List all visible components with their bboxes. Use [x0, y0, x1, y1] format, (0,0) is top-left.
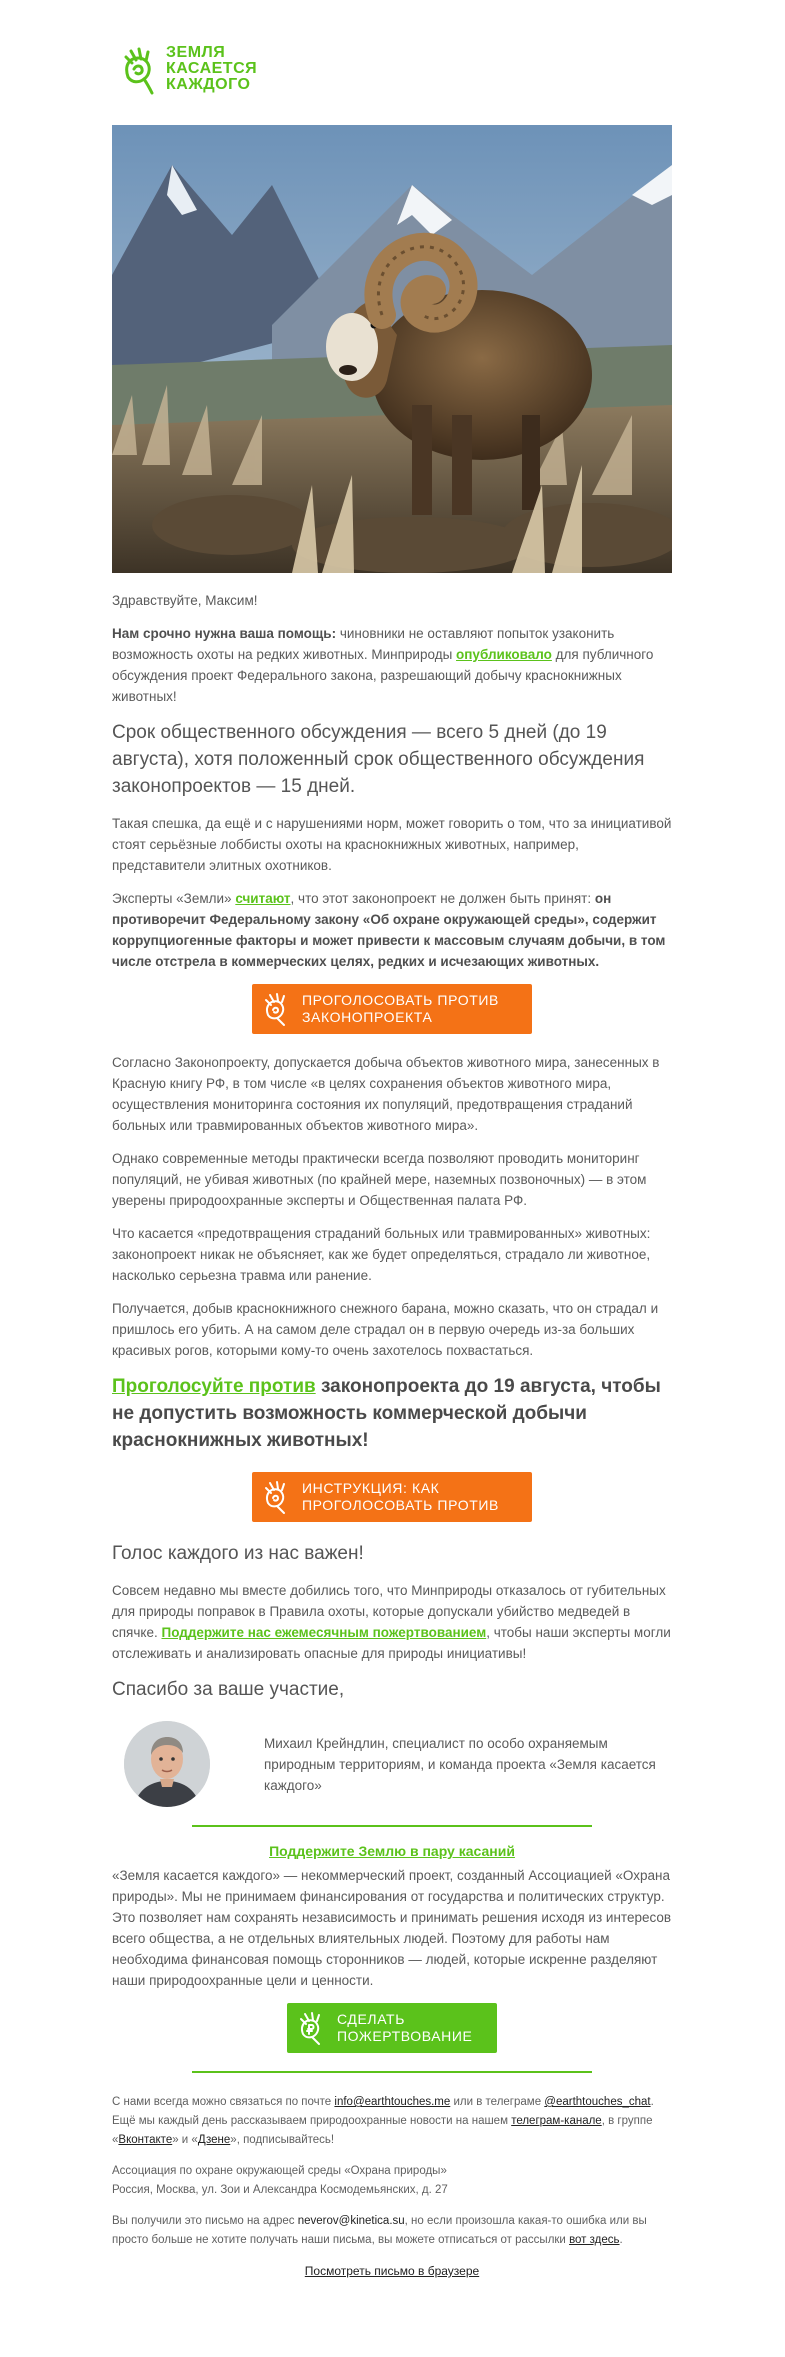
telegram-chat-link[interactable]: @earthtouches_chat	[544, 2096, 651, 2108]
email-body	[112, 590, 672, 2280]
experts-believe-link[interactable]: считают	[235, 891, 291, 906]
logo-wordmark	[166, 45, 257, 93]
deadline-heading: Срок общественного обсуждения — всего 5 дней (до 19 августа), хотя положенный срок общественного обсуждения законопроектов — 15 дней.	[112, 722, 645, 797]
contact-email-link[interactable]: info@earthtouches.me	[334, 2096, 451, 2108]
divider-bottom	[192, 2071, 592, 2073]
experts-text-1: Эксперты «Земли»	[112, 891, 236, 906]
vote-against-button[interactable]	[252, 984, 532, 1034]
hand-earth-icon	[262, 991, 292, 1027]
donate-button[interactable]	[287, 2003, 497, 2053]
ram-illustration	[112, 125, 672, 573]
hand-earth-icon	[262, 1479, 292, 1515]
vote-heading-text: законопроекта до 19 августа, чтобы не допустить возможность коммерческой добычи краснокнижных животных!	[112, 1376, 661, 1451]
logo-line-3: КАЖДОГО	[166, 76, 251, 93]
contact-text-4: , в группе «	[112, 2115, 653, 2146]
instruction-label: ИНСТРУКЦИЯ: КАК ПРОГОЛОСОВАТЬ ПРОТИВ	[302, 1480, 499, 1513]
contact-text-6: », подписывайтесь!	[230, 2134, 335, 2146]
hand-earth-logo-icon	[120, 43, 160, 95]
greeting: Здравствуйте, Максим!	[112, 593, 258, 608]
instruction-button[interactable]	[252, 1472, 532, 1522]
experts-bold: он противоречит Федеральному закону «Об охране окружающей среды», содержит коррупциогенные факторы и может привести к массовым случаям добычи, в том числе отстрела в коммерческих целях, редких и исчезающих животных.	[112, 891, 666, 969]
bears-text-1: Совсем недавно мы вместе добились того, что Минприроды отказалось от губительных для природы поправок в Правила охоты, которые допускали убийство медведей в спячке.	[112, 1583, 666, 1640]
contact-paragraph	[112, 2093, 672, 2150]
monitoring-paragraph: Однако современные методы практически всегда позволяют проводить мониторинг популяций, не убивая животных (по крайней мере, наземных позвоночных) — в этом уверены природоохранные эксперты и Общественная палата РФ.	[112, 1151, 647, 1208]
org-info	[112, 2162, 672, 2200]
allowed-paragraph: Согласно Законопроекту, допускается добыча объектов животного мира, занесенных в Красную книгу РФ, в том числе «в целях сохранения объектов животного мира, осуществления мониторинга состояния их популяций, предотвращения страданий больных или травмированных объектов животного мира».	[112, 1055, 660, 1133]
vote-against-link[interactable]: Проголосуйте против	[112, 1376, 316, 1397]
logo-line-1: ЗЕМЛЯ	[166, 44, 226, 61]
contact-text-3: . Ещё мы каждый день рассказываем природоохранные новости на нашем	[112, 2096, 654, 2127]
vote-heading	[112, 1373, 672, 1454]
view-in-browser	[112, 2262, 672, 2280]
ram-paragraph: Получается, добыв краснокнижного снежного барана, можно сказать, что он страдал и пришлось его убить. А на самом деле страдал он в первую очередь из-за больших красивых рогов, которыми кому-то очень захотелось похвастаться.	[112, 1301, 659, 1358]
vote-against-label: ПРОГОЛОСОВАТЬ ПРОТИВ ЗАКОНОПРОЕКТА	[302, 992, 499, 1025]
telegram-channel-link[interactable]: телеграм-канале	[511, 2115, 602, 2127]
signature-text: Михаил Крейндлин, специалист по особо охраняемым природным территориям, и команда проекта «Земля касается каждого»	[264, 1735, 656, 1793]
suffering-paragraph: Что касается «предотвращения страданий больных или травмированных» животных: законопроект никак не объясняет, как же будет определяться, страдало ли животное, насколько серьезна травма или ранение.	[112, 1226, 651, 1283]
support-paragraph: «Земля касается каждого» — некоммерческий проект, созданный Ассоциацией «Охрана природы». Мы не принимаем финансирования от государства и политических структур. Это позволяет нам сохранять независимость и принимать решения исходя из интересов всего общества, а не отдельных влиятельных людей. Поэтому для работы нам необходима финансовая помощь сторонников — людей, которые искренне разделяют наши природоохранные цели и ценности.	[112, 1868, 672, 1988]
signature-block	[112, 1721, 672, 1807]
contact-text-5: » и «	[172, 2134, 198, 2146]
voice-heading: Голос каждого из нас важен!	[112, 1543, 364, 1564]
recipient-paragraph	[112, 2212, 672, 2250]
recipient-text-1: Вы получили это письмо на адрес	[112, 2215, 298, 2227]
logo-line-2: КАСАЕТСЯ	[166, 60, 258, 77]
support-title	[112, 1843, 672, 1861]
monthly-donation-link[interactable]: Поддержите нас ежемесячным пожертвованием	[161, 1625, 487, 1640]
org-address: Россия, Москва, ул. Зои и Александра Космодемьянских, д. 27	[112, 2184, 448, 2196]
footer	[112, 2093, 672, 2280]
recipient-text-2: , но если произошла какая-то ошибка или вы просто больше не хотите получать наши письма, вы можете отписаться от рассылки	[112, 2215, 647, 2246]
recipient-text-3: .	[619, 2234, 623, 2246]
haste-paragraph: Такая спешка, да ещё и с нарушениями норм, может говорить о том, что за инициативой стоят серьёзные лоббисты охоты на краснокнижных животных, например, представители элитных охотников.	[112, 816, 672, 873]
brand-logo[interactable]	[120, 38, 280, 100]
support-earth-link[interactable]: Поддержите Землю в пару касаний	[269, 1843, 515, 1859]
hand-coin-icon	[297, 2010, 327, 2046]
contact-text-1: С нами всегда можно связаться по почте	[112, 2096, 335, 2108]
intro-text-1: чиновники не оставляют попыток узаконить возможность охоты на редких животных. Минприроды	[112, 626, 615, 662]
intro-text-2: для публичного обсуждения проект Федерального закона, разрешающий добычу краснокнижных животных!	[112, 647, 654, 704]
contact-text-2: или в телеграме	[450, 2096, 545, 2108]
divider-top	[192, 1825, 592, 1827]
person-portrait	[124, 1721, 210, 1807]
bears-paragraph	[112, 1580, 672, 1664]
intro-paragraph	[112, 623, 672, 707]
org-name: Ассоциация по охране окружающей среды «Охрана природы»	[112, 2165, 447, 2177]
unsubscribe-link[interactable]: вот здесь	[569, 2234, 620, 2246]
vk-link[interactable]: Вконтакте	[118, 2134, 173, 2146]
intro-bold: Нам срочно нужна ваша помощь:	[112, 626, 337, 641]
experts-text-2: , что этот законопроект не должен быть принят:	[290, 891, 595, 906]
bears-text-2: , чтобы наши эксперты могли отслеживать и анализировать опасные для природы инициативы!	[112, 1625, 671, 1661]
recipient-email: neverov@kinetica.su	[297, 2215, 405, 2227]
view-in-browser-link[interactable]: Посмотреть письмо в браузере	[304, 2264, 480, 2278]
thanks-heading: Спасибо за ваше участие,	[112, 1679, 345, 1700]
published-link[interactable]: опубликовало	[456, 647, 552, 662]
dzen-link[interactable]: Дзене	[197, 2134, 231, 2146]
avatar	[124, 1721, 210, 1807]
hero-ram-photo	[112, 125, 672, 573]
donate-label: СДЕЛАТЬ ПОЖЕРТВОВАНИЕ	[337, 2011, 473, 2044]
experts-paragraph	[112, 888, 672, 972]
